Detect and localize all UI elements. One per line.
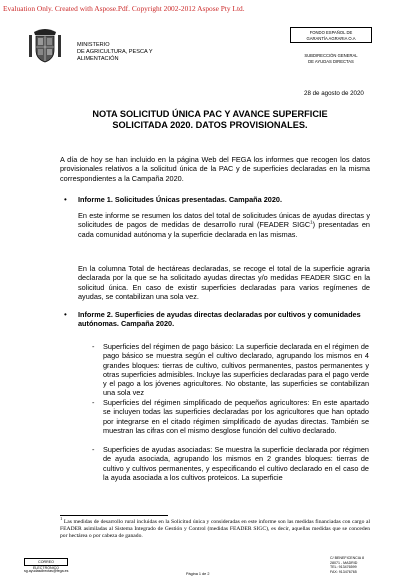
address-line: FAX: 913476765 [330,569,357,574]
report-1-heading: Informe 1. Solicitudes Únicas presentadas. Campaña 2020. [78,195,282,204]
document-title [60,109,360,131]
report-1-paragraph-2: En la columna Total de hectáreas declaradas, se recoge el total de la superficie agraria declarada por la que se ha solicitado ayudas directas y/o medidas FEADER SIGC en la solicitud única. En caso de existir superficies declaradas para varios regímenes de ayudas, se contabilizan una sola vez. [78,264,370,301]
watermark: Evaluation Only. Created with Aspose.Pdf. Copyright 2002-2012 Aspose Pty Ltd. [3,4,245,13]
page-number: Página 1 de 2 [186,572,210,576]
email-address: sg.ayudasdirectas@fega.es [24,569,69,573]
subdireccion-line: DE AYUDAS DIRECTAS [308,58,354,64]
postal-address [330,556,364,574]
ministry-line: DE AGRICULTURA, PESCA Y [77,49,153,55]
intro-paragraph: A día de hoy se han incluido en la página Web del FEGA los informes que recogen los datos provisionales relativos a la solicitud única de la PAC y de superficies declaradas en la misma correspondientes a la Campaña 2020. [60,155,370,183]
list-item: Superficies de ayudas asociadas: Se muestra la superficie declarada por régimen de ayuda asociada, agrupando los mismos en 2 grandes bloques: tierras de cultivo y cultivos permanentes, y especificando el cultivo declarado en el caso de la ayuda asociada a los cultivos proteicos. La superficie [103,445,369,482]
ministry-line: MINISTERIO [77,42,110,48]
title-line: SOLICITADA 2020. DATOS PROVISIONALES. [112,120,308,130]
bullet-icon: • [64,310,67,319]
footnote-ref: 1 [310,219,313,225]
address-line: TEL: 913476599 [330,565,357,570]
ministry-line: ALIMENTACIÓN [77,56,119,62]
list-item: Superficies del régimen de pago básico: La superficie declarada en el régimen de pago básico se muestra según el cultivo declarado, agrupando los mismos en 4 grandes bloques: tierras de cultivo, cultivos permanentes, pastos permanentes y otras superficies admisibles. Incluye las superficies declaradas para el pago verde y el pago a los jóvenes agricultores. No obstante, las superficies se contabilizan una sola vez [103,342,369,398]
subdireccion [290,53,372,64]
paragraph-text: ) presentadas en cada comunidad autónoma y la superficie declarada en las mismas. [78,220,370,239]
dash-icon: - [92,445,95,454]
report-2-heading: Informe 2. Superficies de ayudas directas declaradas por cultivos y comunidades autónomas. Campaña 2020. [78,310,361,329]
address-line: C/ BENEFICENCIA 8 [330,556,364,560]
ministry-name [77,42,153,63]
subdireccion-line: SUBDIRECCIÓN GENERAL [304,53,358,58]
fondo-line: GARANTÍA AGRARIA O.A [306,35,356,41]
dash-icon: - [92,398,95,407]
report-1-paragraph-1 [78,211,370,239]
coat-of-arms-icon [26,26,64,64]
footnote-text: Las medidas de desarrollo rural incluidas en la Solicitud única y consideradas en este informe son las medidas financiadas con cargo al FEADER asimiladas al Sistema Integrado de Gestión y Control (medidas FEADER SIGC), es decir, aquellas medidas que se conceden por hectárea o por cabeza de ganado. [60,519,370,540]
bullet-icon: • [64,195,67,204]
footnote [60,516,370,541]
address-line: 28071 - MADRID [330,560,358,565]
fondo-line: FONDO ESPAÑOL DE [309,30,353,35]
list-item: Superficies del régimen simplificado de pequeños agricultores: En este apartado se incluyen todas las superficies declaradas por los agricultores que han optado por integrarse en el citado régimen simplificado de ayudas directas. También se muestran las cifras con el mismo desglose función del cultivo declarado. [103,398,369,435]
paragraph-text: En este informe se resumen los datos del total de solicitudes únicas de ayudas directas y solicitudes de pagos de medidas de desarrollo rural (FEADER SIGC [78,211,370,230]
fondo-box [290,27,372,43]
document-date: 28 de agosto de 2020 [304,90,364,97]
title-line: NOTA SOLICITUD ÚNICA PAC Y AVANCE SUPERFICIE [92,109,328,119]
dash-icon: - [92,342,95,351]
email-label: CORREO ELECTRÓNICO [24,558,68,566]
footnote-marker: 1 [60,516,63,522]
footnote-divider [60,515,168,516]
